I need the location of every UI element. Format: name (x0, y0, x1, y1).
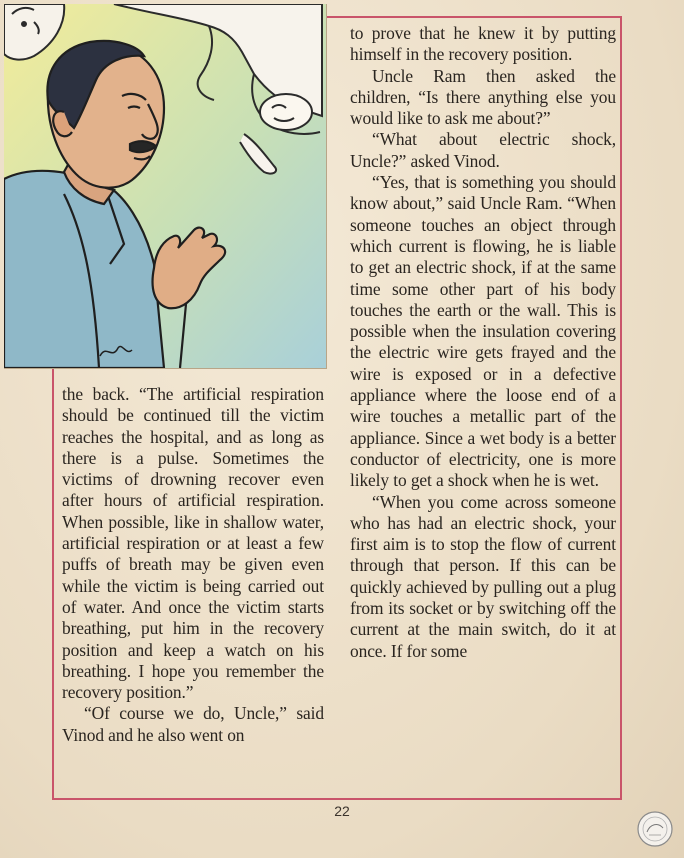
right-paragraph-1: to prove that he knew it by putting himself in the recovery position. (350, 23, 616, 65)
right-paragraph-5: “When you come across someone who has had an electric shock, your first aim is to stop the flow of current through that person. If this can be quickly achieved by pulling out a plug from its socket or by switching off the current at the main switch, do it at once. If for some (350, 491, 616, 661)
left-text-column (62, 384, 324, 746)
left-paragraph-2: “Of course we do, Uncle,” said Vinod and he also went on (62, 703, 324, 745)
illustration-panel (4, 4, 327, 369)
library-seal-icon (636, 810, 674, 848)
page-number: 22 (334, 803, 350, 819)
right-text-column (350, 23, 616, 662)
left-paragraph-1: the back. “The artificial respiration should be continued till the victim reaches the hospital, and as long as there is a pulse. Sometimes the victims of drowning recover even after hours of artificial respiration. When possible, like in shallow water, artificial respiration or at least a few puffs of breath may be given even while the victim is being carried out of water. And once the victim starts breathing, put him in the recovery position and keep a watch on his breathing. I hope you remember the recovery position.” (62, 384, 324, 703)
illustration-svg (4, 4, 326, 368)
right-paragraph-4: “Yes, that is something you should know about,” said Uncle Ram. “When someone touches an object through which current is flowing, he is liable to get an electric shock, if at the same time some other part of his body touches the earth or the wall. This is possible when the insulation covering the electric wire gets frayed and the wire is exposed or in a defective appliance where the loose end of a wire touches a metallic part of the appliance. Since a wet body is a better conductor of electricity, one is more likely to get a shock when he is wet. (350, 172, 616, 491)
right-paragraph-3: “What about electric shock, Uncle?” asked Vinod. (350, 129, 616, 171)
right-paragraph-2: Uncle Ram then asked the children, “Is there anything else you would like to ask me about?” (350, 65, 616, 129)
